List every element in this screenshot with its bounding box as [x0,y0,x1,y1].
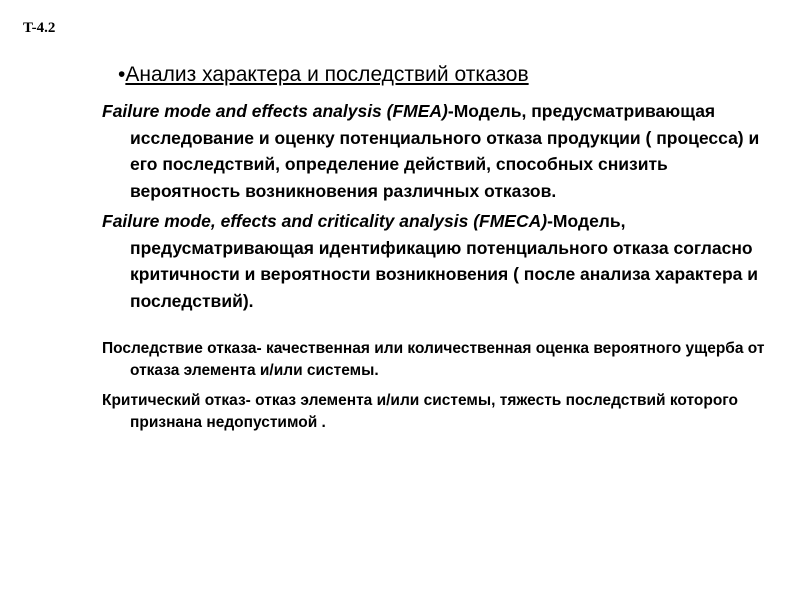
slide-title [118,61,529,89]
fmeca-text: -Модель, предусматривающая идентификацию потенциального отказа согласно критичности и вероятности возникновения ( после анализа характера и последствий). [130,211,759,311]
fmea-text: -Модель, предусматривающая исследование и оценку потенциального отказа продукции ( процесса) и его последствий, определение действий, способных снизить вероятность возникновения различных отказов. [130,101,760,201]
fmeca-term: Failure mode, effects and criticality analysis (FMECA) [102,211,548,231]
title-text: Анализ характера и последствий отказов [125,63,529,86]
critical-failure-definition: Критический отказ- отказ элемента и/или системы, тяжесть последствий которого признана недопустимой . [102,392,739,431]
failure-consequence-definition: Последствие отказа- качественная или количественная оценка вероятного ущерба от отказа элемента и/или системы. [102,340,765,379]
fmea-definition [102,98,782,204]
fmea-term: Failure mode and effects analysis (FMEA) [102,101,448,121]
slide-code: T-4.2 [23,20,56,36]
title-bullet: • [118,63,126,86]
slide-body [102,98,782,434]
fmeca-definition [102,208,782,314]
